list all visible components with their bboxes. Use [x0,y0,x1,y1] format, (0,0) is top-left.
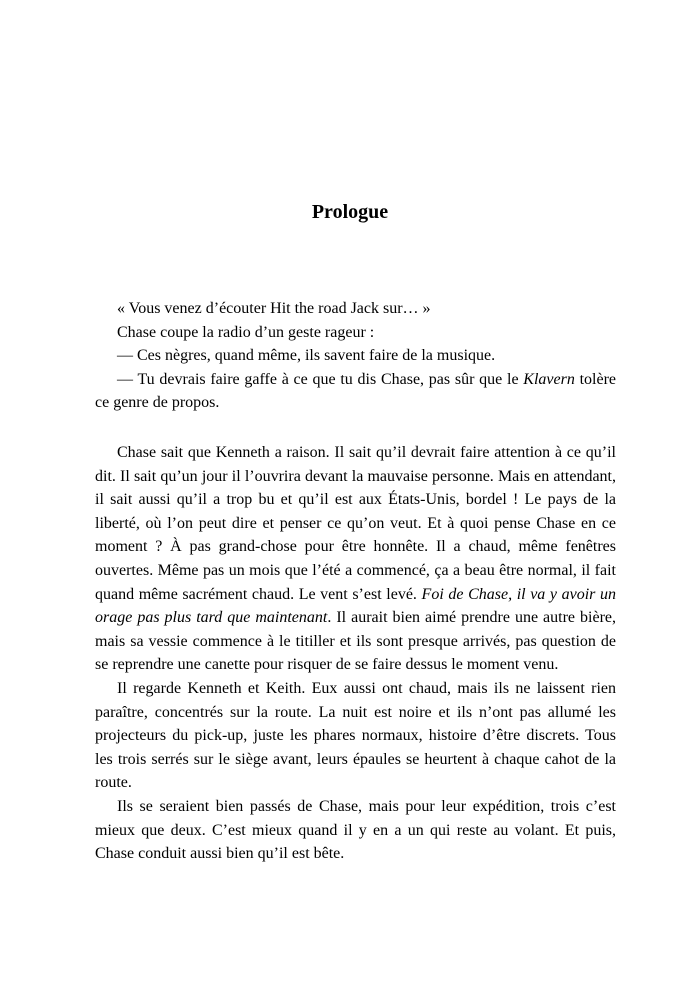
opening-dialogue [95,297,616,415]
dialogue-line: — Ces nègres, quand même, ils savent faire de la musique. [117,347,496,365]
radio-quote: « Vous venez d’écouter Hit the road Jack sur… » [117,300,431,317]
text-run: — Tu devrais faire gaffe à ce que tu dis Chase, pas sûr que le [117,370,524,388]
chapter-title: Prologue [311,201,389,223]
italic-text: Foi de Chase, il va y avoir un orage pas plus tard que maintenant [95,585,617,627]
italic-text: Klavern [523,370,575,388]
text-run: tolère ce genre de propos. [95,370,617,412]
text-run: Chase sait que Kenneth a raison. Il sait qu’il devrait faire attention à ce qu’il dit. Il sait qu’un jour il l’ouvrira devant la mauvaise personne. Mais en attendant, il sait aussi qu’il a trop bu et qu’il est aux États-Unis, bordel ! Le pays de la liberté, où l’on peut dire et penser ce qu’on veut. Et à quoi pense Chase en ce moment ? À pas grand-chose pour être honnête. Il a chaud, même fenêtres ouvertes. Même pas un mois que l’été a commencé, ça a beau être normal, il fait quand même sacrément chaud. Le vent s’est levé. [95,444,616,603]
paragraph: Il regarde Kenneth et Keith. Eux aussi ont chaud, mais ils ne laissent rien paraître, concentrés sur la route. La nuit est noire et ils n’ont pas allumé les projecteurs du pick-up, juste les phares normaux, histoire d’être discrets. Tous les trois serrés sur le siège avant, leurs épaules se heurtent à chaque cahot de la route. [95,679,616,792]
dialogue-line [95,368,616,415]
narration-line: Chase coupe la radio d’un geste rageur : [117,323,375,341]
text-run: . Il aurait bien aimé prendre une autre bière, mais sa vessie commence à le titiller et ils sont presque arrivés, pas question de se reprendre une canette pour risquer de se faire dessus le moment venu. [95,609,616,674]
narrative-section [95,441,616,866]
paragraph [95,441,616,677]
paragraph: Ils se seraient bien passés de Chase, mais pour leur expédition, trois c’est mieux que deux. C’est mieux quand il y en a un qui reste au volant. Et puis, Chase conduit aussi bien qu’il est bête. [95,797,616,863]
